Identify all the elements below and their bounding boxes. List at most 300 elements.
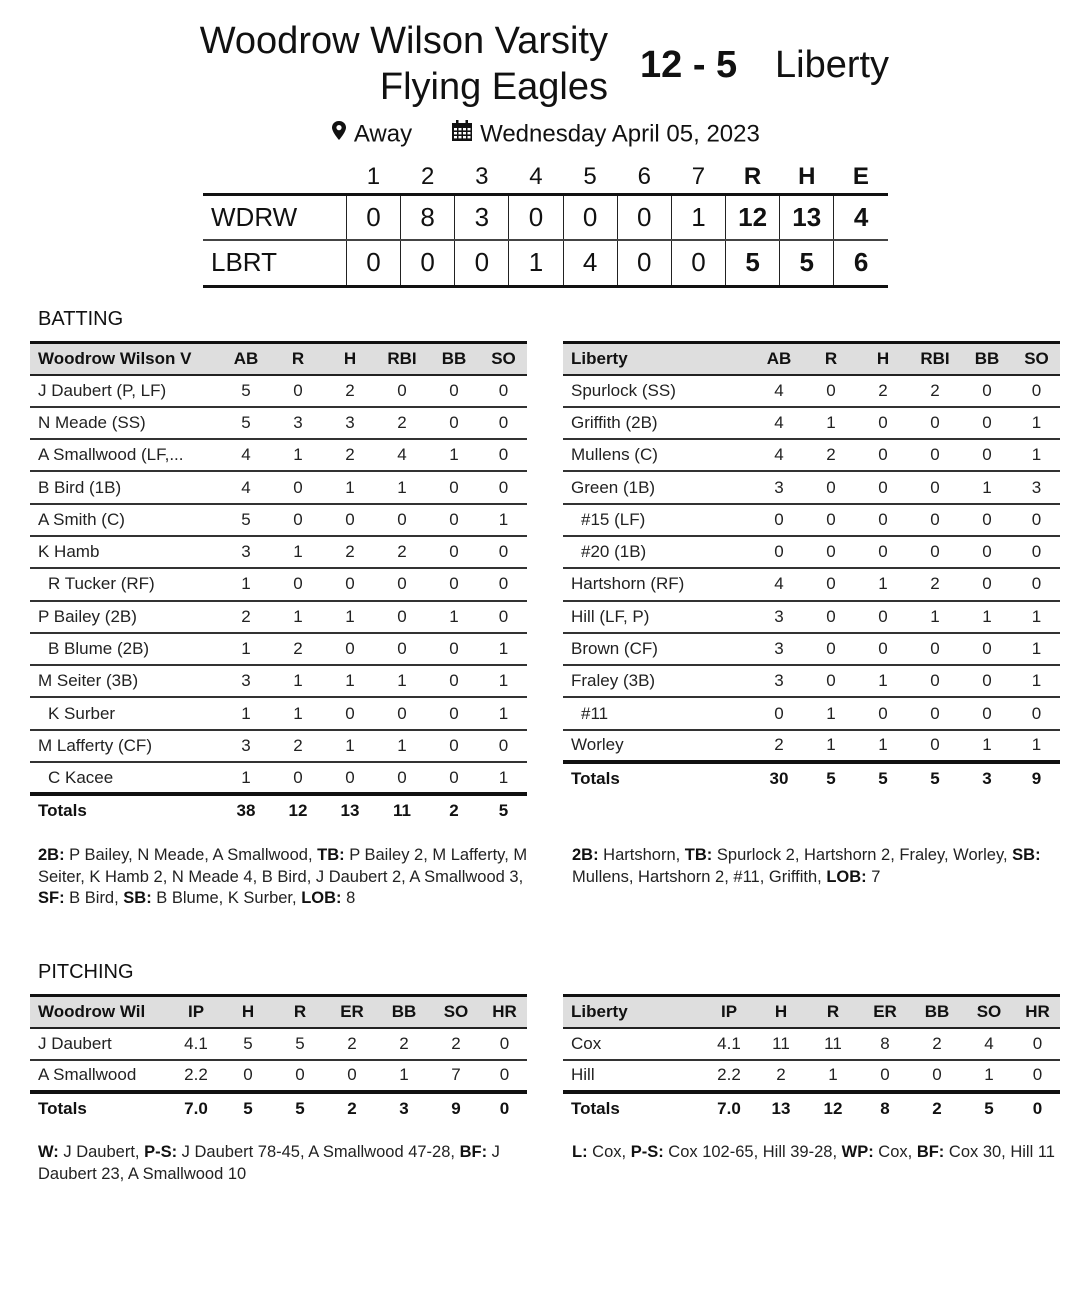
totals-label: Totals: [38, 801, 87, 821]
stat-value: 2: [911, 1028, 963, 1060]
stat-value: 0: [857, 407, 909, 439]
stat-value: 0: [428, 762, 480, 794]
note-text: Cox 102-65, Hill 39-28,: [663, 1143, 842, 1161]
player-name: K Hamb: [30, 536, 220, 568]
calendar-icon: [451, 119, 473, 151]
stat-value: 0: [428, 633, 480, 665]
note-text: P Bailey 2, M Lafferty, M Seiter, K Hamb 2, N Meade 4, B Bird, J Daubert 2, A Smallwood 3,: [38, 846, 532, 886]
stat-value: 2: [272, 633, 324, 665]
stat-value: 0: [428, 375, 480, 407]
note-text: P Bailey, N Meade, A Smallwood,: [64, 846, 318, 864]
player-name: M Lafferty (CF): [30, 730, 220, 762]
total-value: 11: [393, 801, 411, 821]
stat-value: 0: [222, 1060, 274, 1092]
player-row: [30, 407, 527, 439]
batting-notes-away: [572, 845, 1062, 888]
stat-column-header: AB: [753, 343, 805, 375]
player-name: Hill: [563, 1060, 703, 1092]
stat-value: 0: [961, 407, 1013, 439]
stat-column-header: BB: [911, 996, 963, 1028]
stat-column-header: H: [857, 343, 909, 375]
stat-value: 4: [753, 375, 805, 407]
stat-value: 1: [220, 568, 272, 600]
stat-value: 3: [220, 730, 272, 762]
total-value: 5: [243, 1099, 253, 1119]
player-row: [30, 1060, 527, 1092]
home-team-line2: Flying Eagles: [379, 66, 608, 108]
stat-value: 0: [805, 471, 857, 503]
player-row: [563, 471, 1060, 503]
total-runs: 5: [726, 240, 780, 286]
player-name: J Daubert: [30, 1028, 170, 1060]
team-column-header: Liberty: [563, 343, 753, 375]
player-name: Cox: [563, 1028, 703, 1060]
stat-value: 0: [857, 633, 909, 665]
stat-value: 0: [428, 697, 480, 729]
stat-value: 1: [1013, 601, 1060, 633]
stat-value: 0: [1013, 504, 1060, 536]
stat-value: 0: [428, 665, 480, 697]
stat-value: 1: [480, 665, 527, 697]
stat-value: 0: [909, 633, 961, 665]
total-value: 3: [982, 769, 992, 789]
player-row: [30, 665, 527, 697]
stat-value: 0: [805, 665, 857, 697]
stat-value: 2: [378, 1028, 430, 1060]
player-row: [30, 762, 527, 794]
game-header: [0, 18, 1091, 118]
stat-column-header: HR: [1015, 996, 1060, 1028]
game-meta: [0, 118, 1091, 150]
stat-value: 2.2: [703, 1060, 755, 1092]
note-text: Cox 30, Hill 11: [944, 1143, 1055, 1161]
stat-value: 0: [1015, 1028, 1060, 1060]
totals-row: [30, 794, 527, 826]
stat-value: 3: [324, 407, 376, 439]
stat-value: 3: [1013, 471, 1060, 503]
team-column-header: [203, 162, 346, 194]
player-name: A Smith (C): [30, 504, 220, 536]
note-label: BF:: [459, 1143, 488, 1161]
total-value: 0: [1032, 1099, 1043, 1119]
totals-label: Totals: [571, 1099, 620, 1119]
stat-column-header: BB: [378, 996, 430, 1028]
stat-value: 4: [376, 439, 428, 471]
stat-value: 3: [220, 536, 272, 568]
stat-value: 0: [480, 568, 527, 600]
stat-value: 2: [857, 375, 909, 407]
stat-value: 1: [272, 697, 324, 729]
player-name: Green (1B): [563, 471, 753, 503]
stat-value: 1: [857, 730, 909, 762]
player-row: [563, 1028, 1060, 1060]
stat-value: 0: [428, 568, 480, 600]
stat-value: 0: [909, 665, 961, 697]
stat-column-header: RBI: [376, 343, 428, 375]
player-name: M Seiter (3B): [30, 665, 220, 697]
stat-value: 0: [428, 471, 480, 503]
player-row: [30, 568, 527, 600]
inning-score: 0: [671, 240, 725, 286]
stats-header-row: [30, 343, 527, 375]
stat-value: 0: [805, 601, 857, 633]
stat-value: 2: [324, 375, 376, 407]
team-abbr: WDRW: [203, 194, 346, 240]
stat-value: 0: [480, 601, 527, 633]
stat-value: 0: [961, 504, 1013, 536]
stat-value: 0: [961, 665, 1013, 697]
inning-score: 0: [346, 240, 400, 286]
stat-value: 5: [220, 375, 272, 407]
note-label: SB:: [123, 889, 152, 907]
stat-value: 4.1: [703, 1028, 755, 1060]
team-column-header: Woodrow Wilson V: [30, 343, 220, 375]
player-name: B Bird (1B): [30, 471, 220, 503]
stat-value: 0: [376, 568, 428, 600]
player-name: Hartshorn (RF): [563, 568, 753, 600]
player-row: [30, 439, 527, 471]
stat-value: 11: [807, 1028, 859, 1060]
note-label: TB:: [684, 846, 713, 864]
total-value: 7.0: [717, 1099, 741, 1119]
total-value: 5: [984, 1099, 994, 1119]
total-value: 30: [769, 769, 789, 789]
stat-value: 0: [805, 536, 857, 568]
player-row: [30, 730, 527, 762]
stat-value: 0: [753, 536, 805, 568]
stat-value: 0: [909, 697, 961, 729]
stat-value: 0: [859, 1060, 911, 1092]
stat-value: 1: [807, 1060, 859, 1092]
stat-value: 1: [961, 471, 1013, 503]
stat-value: 2: [430, 1028, 482, 1060]
stat-value: 2: [376, 536, 428, 568]
stat-value: 1: [324, 601, 376, 633]
stat-value: 4: [753, 568, 805, 600]
inning-score: 8: [401, 194, 455, 240]
note-label: W:: [38, 1143, 59, 1161]
player-name: Fraley (3B): [563, 665, 753, 697]
stat-value: 1: [963, 1060, 1015, 1092]
total-value: 5: [295, 1099, 305, 1119]
stat-value: 0: [324, 504, 376, 536]
player-name: P Bailey (2B): [30, 601, 220, 633]
final-score: 12 - 5: [640, 44, 738, 86]
player-row: [563, 536, 1060, 568]
player-name: #20 (1B): [563, 536, 753, 568]
total-value: 9: [451, 1099, 461, 1119]
stat-value: 0: [753, 697, 805, 729]
player-row: [30, 471, 527, 503]
player-name: R Tucker (RF): [30, 568, 220, 600]
stat-value: 0: [272, 568, 324, 600]
stat-value: 0: [1013, 568, 1060, 600]
linescore-header-row: [203, 162, 888, 194]
linescore-row-away: [203, 240, 888, 286]
stats-header-row: [563, 343, 1060, 375]
note-label: LOB:: [301, 889, 342, 907]
home-team-line1: Woodrow Wilson Varsity: [199, 20, 608, 62]
stat-value: 1: [961, 730, 1013, 762]
player-name: A Smallwood: [30, 1060, 170, 1092]
stat-value: 4: [963, 1028, 1015, 1060]
stat-value: 2: [326, 1028, 378, 1060]
player-name: K Surber: [30, 697, 220, 729]
stat-value: 0: [909, 536, 961, 568]
stat-column-header: R: [805, 343, 857, 375]
stat-value: 3: [753, 601, 805, 633]
game-date: Wednesday April 05, 2023: [480, 120, 760, 148]
stat-value: 0: [805, 633, 857, 665]
stat-value: 1: [1013, 407, 1060, 439]
stat-value: 3: [753, 471, 805, 503]
inning-score: 0: [401, 240, 455, 286]
stat-value: 0: [482, 1028, 527, 1060]
inning-score: 0: [617, 240, 671, 286]
stat-value: 0: [805, 568, 857, 600]
stat-value: 0: [324, 568, 376, 600]
total-errors: 4: [834, 194, 888, 240]
stat-value: 0: [326, 1060, 378, 1092]
stat-value: 0: [428, 536, 480, 568]
stat-value: 1: [376, 665, 428, 697]
total-value: 2: [347, 1099, 357, 1119]
stat-value: 2: [220, 601, 272, 633]
inning-score: 0: [563, 194, 617, 240]
map-pin-icon: [331, 119, 347, 151]
stat-value: 1: [1013, 633, 1060, 665]
stat-value: 1: [324, 665, 376, 697]
stat-column-header: R: [807, 996, 859, 1028]
player-row: [563, 633, 1060, 665]
stat-column-header: SO: [1013, 343, 1060, 375]
stat-value: 0: [909, 407, 961, 439]
player-row: [563, 407, 1060, 439]
player-row: [563, 730, 1060, 762]
stat-value: 1: [272, 439, 324, 471]
inning-score: 0: [455, 240, 509, 286]
note-text: B Bird,: [64, 889, 124, 907]
stat-value: 1: [1013, 730, 1060, 762]
stat-value: 0: [909, 439, 961, 471]
player-row: [563, 697, 1060, 729]
stat-column-header: IP: [703, 996, 755, 1028]
inning-score: 0: [346, 194, 400, 240]
runs-header: R: [743, 163, 762, 191]
stat-value: 0: [857, 601, 909, 633]
stat-column-header: ER: [326, 996, 378, 1028]
pitching-section-title: PITCHING: [38, 961, 134, 983]
player-row: [30, 697, 527, 729]
stats-header-row: [30, 996, 527, 1028]
inning-header: 7: [691, 163, 706, 191]
stat-value: 0: [376, 633, 428, 665]
stat-value: 0: [376, 375, 428, 407]
player-row: [563, 665, 1060, 697]
stat-value: 0: [911, 1060, 963, 1092]
stat-value: 7: [430, 1060, 482, 1092]
stat-value: 0: [1013, 375, 1060, 407]
totals-row: [563, 762, 1060, 794]
batting-notes-home: [38, 845, 532, 910]
stat-value: 0: [324, 762, 376, 794]
stat-value: 2: [755, 1060, 807, 1092]
stat-value: 0: [961, 568, 1013, 600]
player-row: [30, 375, 527, 407]
away-team-name: Liberty: [775, 44, 890, 86]
stat-column-header: SO: [963, 996, 1015, 1028]
stat-value: 2: [272, 730, 324, 762]
stat-value: 1: [805, 730, 857, 762]
team-abbr: LBRT: [203, 240, 346, 286]
inning-header: 4: [529, 163, 543, 191]
player-row: [563, 439, 1060, 471]
batting-section-title: BATTING: [38, 308, 124, 330]
note-label: TB:: [317, 846, 345, 864]
note-label: P-S:: [630, 1143, 664, 1161]
stat-value: 0: [274, 1060, 326, 1092]
stat-value: 0: [753, 504, 805, 536]
hits-header: H: [798, 163, 816, 191]
stat-value: 1: [961, 601, 1013, 633]
stat-value: 0: [961, 375, 1013, 407]
stat-value: 0: [376, 504, 428, 536]
stat-value: 0: [480, 375, 527, 407]
stat-value: 0: [961, 697, 1013, 729]
stat-value: 1: [220, 762, 272, 794]
inning-header: 5: [583, 163, 597, 191]
player-name: B Blume (2B): [30, 633, 220, 665]
note-text: Spurlock 2, Hartshorn 2, Fraley, Worley,: [712, 846, 1013, 864]
total-value: 5: [826, 769, 836, 789]
totals-row: [30, 1092, 527, 1124]
stat-value: 1: [1013, 439, 1060, 471]
stat-value: 0: [428, 407, 480, 439]
home-team-name: [200, 18, 608, 110]
stats-header-row: [563, 996, 1060, 1028]
total-value: 3: [399, 1099, 409, 1119]
total-value: 5: [930, 769, 940, 789]
stat-value: 0: [324, 697, 376, 729]
total-value: 0: [499, 1099, 510, 1119]
total-value: 5: [498, 801, 509, 821]
stat-value: 1: [272, 536, 324, 568]
pitching-table-home: [30, 994, 527, 1124]
stat-value: 11: [755, 1028, 807, 1060]
stat-value: 0: [272, 504, 324, 536]
stat-value: 0: [961, 439, 1013, 471]
stat-value: 0: [376, 601, 428, 633]
totals-row: [563, 1092, 1060, 1124]
stat-value: 1: [428, 439, 480, 471]
stat-value: 4: [220, 471, 272, 503]
totals-label: Totals: [571, 769, 620, 789]
total-value: 13: [340, 801, 360, 821]
stat-value: 1: [376, 730, 428, 762]
stat-value: 0: [480, 471, 527, 503]
note-text: J Daubert 23, A Smallwood 10: [38, 1143, 505, 1183]
total-value: 2: [449, 801, 459, 821]
stat-value: 5: [274, 1028, 326, 1060]
total-hits: 13: [780, 194, 834, 240]
total-value: 12: [823, 1099, 843, 1119]
note-text: 8: [341, 889, 356, 907]
player-row: [563, 504, 1060, 536]
player-row: [30, 536, 527, 568]
note-label: 2B:: [38, 846, 65, 864]
stat-value: 0: [909, 504, 961, 536]
note-text: 7: [866, 867, 881, 886]
note-text: J Daubert 78-45, A Smallwood 47-28,: [177, 1143, 460, 1161]
stat-value: 5: [222, 1028, 274, 1060]
stat-value: 2: [909, 568, 961, 600]
total-value: 13: [771, 1099, 791, 1119]
stat-column-header: H: [222, 996, 274, 1028]
total-value: 9: [1031, 769, 1042, 789]
note-label: L:: [572, 1143, 588, 1161]
stat-value: 2: [324, 439, 376, 471]
player-name: Hill (LF, P): [563, 601, 753, 633]
stat-value: 3: [753, 665, 805, 697]
stat-value: 1: [480, 633, 527, 665]
note-text: Mullens, Hartshorn 2, #11, Griffith,: [572, 846, 1046, 886]
stat-value: 1: [805, 697, 857, 729]
stat-value: 0: [909, 471, 961, 503]
inning-score: 1: [671, 194, 725, 240]
note-text: Cox,: [873, 1143, 917, 1161]
stat-column-header: SO: [430, 996, 482, 1028]
stat-column-header: BB: [961, 343, 1013, 375]
inning-score: 0: [509, 194, 563, 240]
stat-value: 1: [480, 762, 527, 794]
location-label: Away: [353, 120, 413, 148]
batting-table-home: [30, 341, 527, 826]
stat-value: 3: [753, 633, 805, 665]
note-text: J Daubert,: [58, 1143, 145, 1161]
inning-score: 1: [509, 240, 563, 286]
stat-value: 0: [480, 730, 527, 762]
stat-value: 0: [1015, 1060, 1060, 1092]
stat-value: 0: [857, 439, 909, 471]
stat-value: 1: [324, 730, 376, 762]
player-name: C Kacee: [30, 762, 220, 794]
linescore-table: [203, 162, 888, 288]
errors-header: E: [852, 163, 869, 191]
stat-value: 0: [482, 1060, 527, 1092]
player-name: Spurlock (SS): [563, 375, 753, 407]
pitching-notes-home: [38, 1142, 508, 1185]
inning-header: 1: [366, 163, 381, 191]
player-row: [563, 375, 1060, 407]
stat-value: 2: [909, 375, 961, 407]
stat-value: 0: [857, 536, 909, 568]
player-row: [563, 568, 1060, 600]
stat-value: 0: [961, 536, 1013, 568]
stat-value: 5: [220, 407, 272, 439]
stat-value: 1: [480, 504, 527, 536]
stat-value: 0: [857, 697, 909, 729]
player-name: A Smallwood (LF,...: [30, 439, 220, 471]
stat-value: 0: [480, 536, 527, 568]
total-value: 38: [236, 801, 256, 821]
stat-column-header: HR: [482, 996, 527, 1028]
player-row: [30, 504, 527, 536]
stat-column-header: IP: [170, 996, 222, 1028]
note-label: LOB:: [826, 867, 867, 886]
stat-value: 1: [1013, 665, 1060, 697]
total-hits: 5: [780, 240, 834, 286]
total-value: 2: [932, 1099, 942, 1119]
